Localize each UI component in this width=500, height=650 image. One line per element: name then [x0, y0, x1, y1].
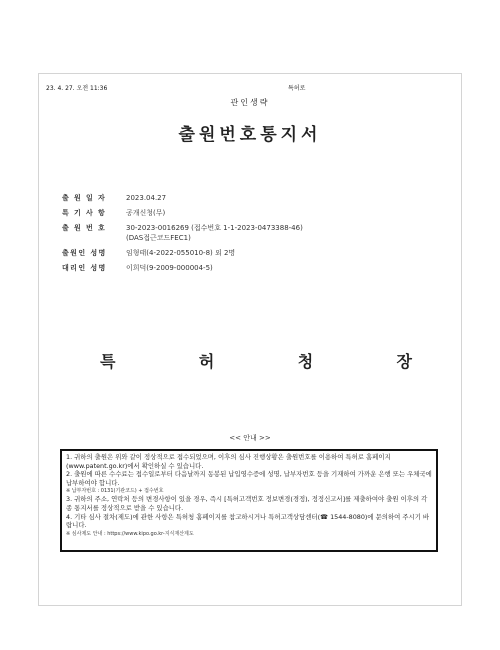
notice-item: 1. 귀하의 출원은 위와 같이 정상적으로 접수되었으며, 이후의 심사 진행상황은 출원번호를 이용하여 특허로 홈페이지(www.patent.go.kr)에서 확인하실 수 있습니다. [66, 453, 391, 470]
notice-note: ※ 납부자번호 : 0131(기관코드) + 접수번호 [66, 488, 164, 495]
field-row [62, 248, 442, 258]
field-value [126, 193, 166, 203]
field-row [62, 193, 442, 203]
field-label: 출 원 번 호 [62, 224, 107, 232]
field-value [126, 208, 165, 218]
print-datetime: 23. 4. 27. 오전 11:36 [46, 85, 108, 92]
field-value-line: 임형태(4-2022-055010-8) 외 2명 [126, 249, 236, 257]
field-row [62, 263, 442, 273]
field-value-line: 이희덕(9-2009-000004-5) [126, 264, 213, 272]
notice-header: << 안내 >> [229, 434, 271, 442]
notice-item: 4. 기타 심사 절차(제도)에 관한 사항은 특허청 홈페이지를 참고하시거나 특허고객상담센터(☎ 1544-8080)에 문의하여 주시기 바랍니다. [66, 512, 430, 530]
seal-omitted-label: 관인생략 [230, 98, 270, 107]
office-name-char: 장 [396, 352, 412, 371]
document-title: 출원번호통지서 [178, 125, 322, 145]
notice-note: ※ 심사제도 안내 : https://www.kipo.go.kr-지식재산제도 [66, 530, 194, 537]
office-name-char: 특 [100, 352, 116, 371]
field-value [126, 248, 235, 258]
office-signature [100, 349, 412, 372]
notice-item: 3. 귀하의 주소, 연락처 등의 변경사항이 있을 경우, 즉시 [특허고객번호 정보변경(경정), 정정신고서]를 제출하여야 출원 이후의 각종 통지서를 정상적으로 받을 수 있습니다. [66, 495, 428, 512]
field-label: 특 기 사 항 [62, 209, 107, 217]
field-value [126, 223, 303, 243]
field-value [126, 263, 213, 273]
field-value-line: 공개신청(무) [126, 209, 166, 217]
notice-box [60, 449, 438, 552]
field-row [62, 223, 442, 243]
field-label: 대리인 성명 [62, 264, 107, 272]
field-label: 출원인 성명 [62, 249, 107, 257]
field-value-line: 2023.04.27 [126, 194, 167, 202]
field-label: 출 원 일 자 [62, 194, 107, 202]
print-source: 특허로 [288, 85, 306, 92]
print-header [44, 83, 456, 95]
office-name-char: 청 [297, 352, 314, 371]
field-value-line: 30-2023-0016269 (접수번호 1-1-2023-0473388-46) [126, 224, 303, 232]
notice-item: 2. 출원에 따른 수수료는 접수일로부터 다음날까지 동봉된 납입영수증에 성명, 납부자번호 등을 기재하여 가까운 은행 또는 우체국에 납부하여야 합니다. [66, 470, 432, 487]
application-fields [62, 193, 442, 278]
field-row [62, 208, 442, 218]
field-value-line: (DAS접근코드FEC1) [126, 234, 191, 242]
office-name-char: 허 [198, 352, 215, 371]
